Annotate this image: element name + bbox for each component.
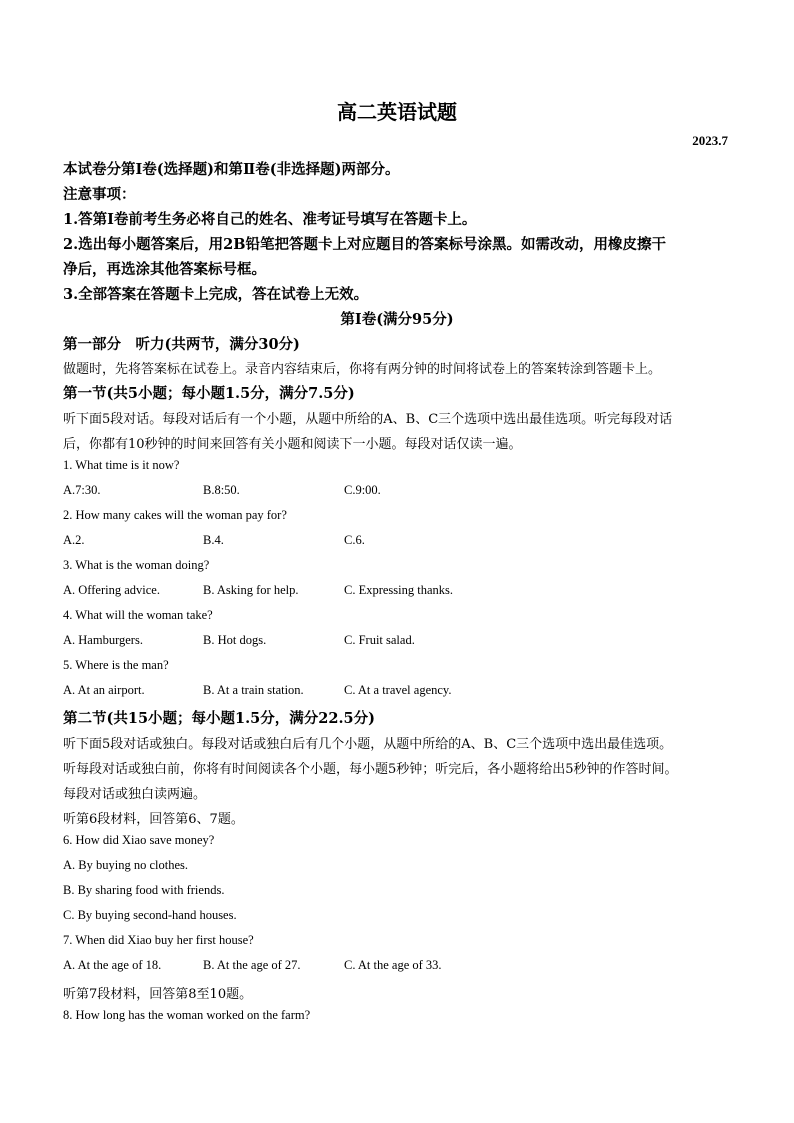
part1-heading: 第一部分 听力(共两节，满分30分): [63, 336, 300, 353]
question-7-option-b: B. At the age of 27.: [203, 958, 301, 972]
question-4: 4. What will the woman take?: [63, 608, 213, 622]
question-3: 3. What is the woman doing?: [63, 558, 210, 572]
question-1-option-a: A.7:30.: [63, 483, 101, 497]
question-3-option-b: B. Asking for help.: [203, 583, 299, 597]
part1-instructions: 做题时，先将答案标在试卷上。录音内容结束后，你将有两分钟的时间将试卷上的答案转涂到答题卡上。: [63, 362, 662, 377]
notice-item-1: 1.答第Ⅰ卷前考生务必将自己的姓名、准考证号填写在答题卡上。: [63, 211, 477, 228]
question-6-option-b: B. By sharing food with friends.: [63, 883, 225, 897]
listen-material-7: 听第7段材料，回答第8至10题。: [63, 987, 253, 1002]
question-3-option-a: A. Offering advice.: [63, 583, 160, 597]
question-7: 7. When did Xiao buy her first house?: [63, 933, 254, 947]
question-5-option-c: C. At a travel agency.: [344, 683, 452, 697]
question-2-option-c: C.6.: [344, 533, 365, 547]
notice-item-2a: 2.选出每小题答案后，用2B铅笔把答题卡上对应题目的答案标号涂黑。如需改动，用橡皮擦干: [63, 236, 666, 253]
question-7-option-c: C. At the age of 33.: [344, 958, 442, 972]
section1-instructions-b: 后，你都有10秒钟的时间来回答有关小题和阅读下一小题。每段对话仅读一遍。: [63, 437, 522, 452]
question-1: 1. What time is it now?: [63, 458, 180, 472]
intro-text: 本试卷分第Ⅰ卷(选择题)和第Ⅱ卷(非选择题)两部分。: [63, 161, 400, 178]
section1-instructions-a: 听下面5段对话。每段对话后有一个小题，从题中所给的A、B、C三个选项中选出最佳选项。听完每段对话: [63, 412, 673, 427]
question-2: 2. How many cakes will the woman pay for?: [63, 508, 287, 522]
question-6-option-c: C. By buying second-hand houses.: [63, 908, 237, 922]
notice-item-3: 3.全部答案在答题卡上完成，答在试卷上无效。: [63, 286, 369, 303]
section2-instructions-a: 听下面5段对话或独白。每段对话或独白后有几个小题，从题中所给的A、B、C三个选项中选出最佳选项。: [63, 737, 673, 752]
page-title: 高二英语试题: [337, 100, 457, 124]
question-2-option-b: B.4.: [203, 533, 224, 547]
question-5-option-a: A. At an airport.: [63, 683, 145, 697]
section2-heading: 第二节(共15小题；每小题1.5分，满分22.5分): [63, 710, 375, 727]
question-2-option-a: A.2.: [63, 533, 85, 547]
question-4-option-c: C. Fruit salad.: [344, 633, 415, 647]
question-5: 5. Where is the man?: [63, 658, 169, 672]
section2-instructions-b: 听每段对话或独白前，你将有时间阅读各个小题，每小题5秒钟；听完后，各小题将给出5秒钟的作答时间。: [63, 762, 678, 777]
notice-heading: 注意事项：: [63, 186, 136, 203]
question-8: 8. How long has the woman worked on the farm?: [63, 1008, 311, 1022]
question-6-option-a: A. By buying no clothes.: [63, 858, 188, 872]
question-1-option-b: B.8:50.: [203, 483, 240, 497]
question-7-option-a: A. At the age of 18.: [63, 958, 162, 972]
listen-material-6: 听第6段材料，回答第6、7题。: [63, 812, 244, 827]
section1-heading: 第一节(共5小题；每小题1.5分，满分7.5分): [63, 385, 355, 402]
question-1-option-c: C.9:00.: [344, 483, 381, 497]
question-6: 6. How did Xiao save money?: [63, 833, 215, 847]
exam-date: 2023.7: [692, 133, 728, 148]
volume-heading: 第Ⅰ卷(满分95分): [340, 311, 454, 328]
section2-instructions-c: 每段对话或独白读两遍。: [63, 787, 207, 802]
question-5-option-b: B. At a train station.: [203, 683, 304, 697]
question-4-option-b: B. Hot dogs.: [203, 633, 267, 647]
notice-item-2b: 净后，再选涂其他答案标号框。: [63, 261, 266, 278]
question-4-option-a: A. Hamburgers.: [63, 633, 143, 647]
question-3-option-c: C. Expressing thanks.: [344, 583, 454, 597]
